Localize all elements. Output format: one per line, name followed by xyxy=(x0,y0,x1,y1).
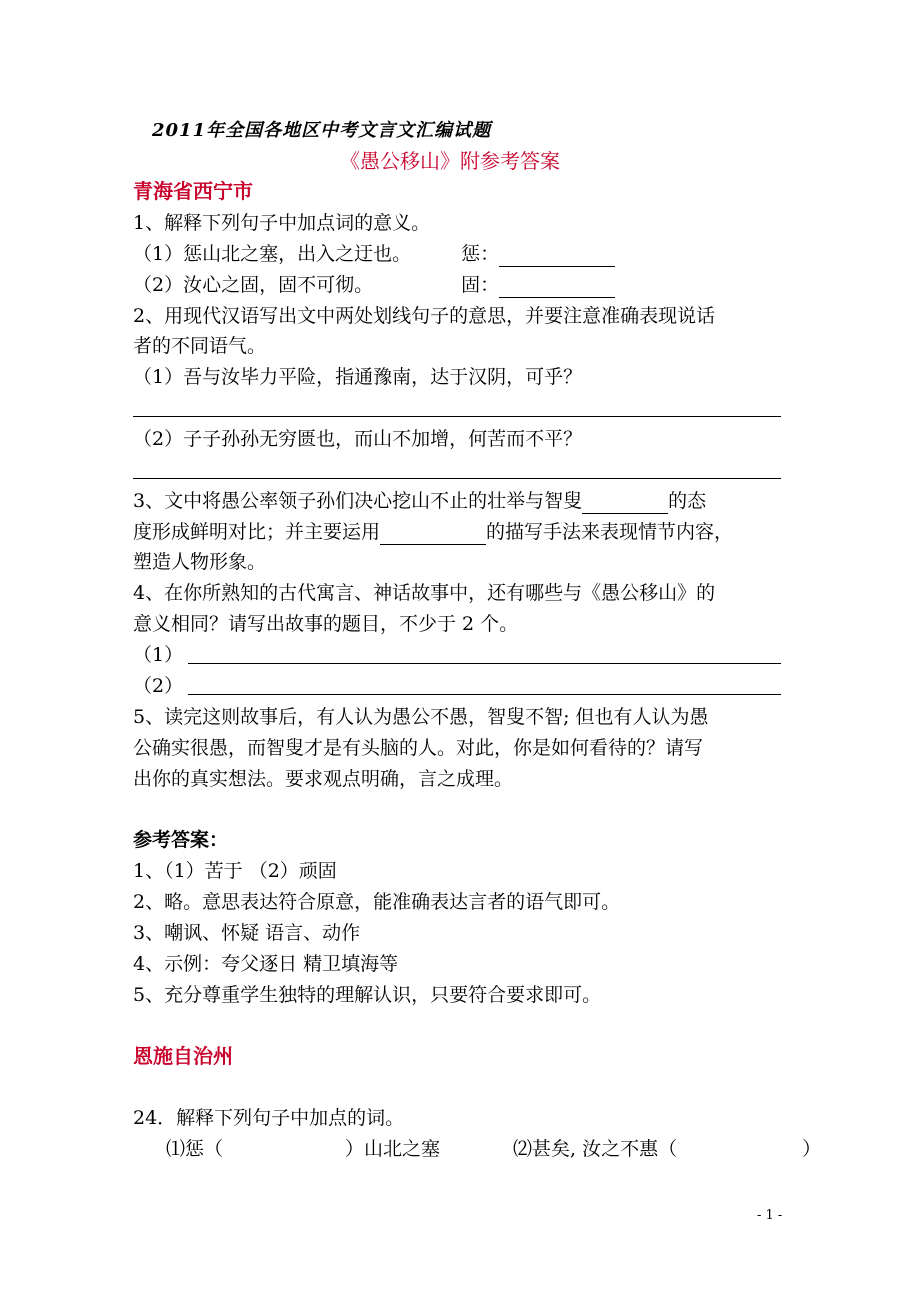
answer-line[interactable] xyxy=(133,478,781,479)
question-24-1-post: ）山北之塞 xyxy=(345,1138,441,1160)
question-4-item-2: （2） xyxy=(133,675,184,697)
question-5-line-1: 5、读完这则故事后，有人认为愚公不愚，智叟不智; 但也有人认为愚 xyxy=(133,706,709,728)
question-2-line-1: 2、用现代汉语写出文中两处划线句子的意思，并要注意准确表现说话 xyxy=(133,305,716,327)
answer-blank[interactable] xyxy=(582,493,668,514)
page-number: - 1 - xyxy=(757,1208,783,1223)
question-24: 24．解释下列句子中加点的词。 xyxy=(133,1107,405,1129)
document-title: 2011年全国各地区中考文言文汇编试题 xyxy=(152,120,492,141)
answer-blank[interactable] xyxy=(380,524,486,545)
question-24-item-2 xyxy=(513,1136,821,1162)
question-2-item-2: （2）子子孙孙无穷匮也，而山不加增，何苦而不平？ xyxy=(133,428,583,450)
question-1-item-2-text: （2）汝心之固，固不可彻。 xyxy=(133,274,374,296)
answer-4: 4、示例：夸父逐日 精卫填海等 xyxy=(133,953,399,975)
region-heading-enshi: 恩施自治州 xyxy=(133,1044,233,1068)
question-2-line-2: 者的不同语气。 xyxy=(133,335,267,357)
question-3-line-3: 塑造人物形象。 xyxy=(133,551,267,573)
question-24-2-post: ） xyxy=(802,1138,822,1160)
answer-2: 2、略。意思表达符合原意，能准确表达言者的语气即可。 xyxy=(133,891,621,913)
question-3-line-1 xyxy=(133,488,706,514)
question-5-line-3: 出你的真实想法。要求观点明确，言之成理。 xyxy=(133,768,514,790)
question-3-text-d: 的描写手法来表现情节内容， xyxy=(486,521,734,543)
region-heading-xining: 青海省西宁市 xyxy=(133,179,253,203)
answer-line[interactable] xyxy=(133,416,781,417)
answer-blank[interactable] xyxy=(499,246,615,267)
question-4-item-1: （1） xyxy=(133,644,184,666)
question-2-item-1: （1）吾与汝毕力平险，指通豫南，达于汉阴，可乎？ xyxy=(133,366,583,388)
answers-heading: 参考答案： xyxy=(133,829,229,851)
question-1-item-1 xyxy=(133,241,615,267)
question-3-text-b: 的态 xyxy=(668,490,707,512)
answer-5: 5、充分尊重学生独特的理解认识，只要符合要求即可。 xyxy=(133,984,602,1006)
question-3-line-2 xyxy=(133,519,733,545)
question-1-item-2 xyxy=(133,272,615,298)
answer-blank[interactable] xyxy=(499,277,615,298)
question-24-2-pre: ⑵甚矣, 汝之不惠（ xyxy=(513,1138,678,1160)
question-4-line-2: 意义相同？请写出故事的题目，不少于 2 个。 xyxy=(133,613,519,635)
question-3-text-a: 3、文中将愚公率领子孙们决心挖山不止的壮举与智叟 xyxy=(133,490,583,512)
question-5-line-2: 公确实很愚，而智叟才是有头脑的人。对此，你是如何看待的？请写 xyxy=(133,737,704,759)
question-1-item-1-label: 惩： xyxy=(461,243,500,265)
document-subtitle: 《愚公移山》附参考答案 xyxy=(340,149,560,173)
question-4-line-1: 4、在你所熟知的古代寓言、神话故事中，还有哪些与《愚公移山》的 xyxy=(133,582,716,604)
answer-3: 3、嘲讽、怀疑 语言、动作 xyxy=(133,922,361,944)
answer-line[interactable] xyxy=(188,663,781,664)
answer-1: 1、（1）苦于 （2）顽固 xyxy=(133,860,337,882)
question-3-text-c: 度形成鲜明对比；并主要运用 xyxy=(133,521,381,543)
question-1: 1、解释下列句子中加点词的意义。 xyxy=(133,212,431,234)
question-1-item-2-label: 固： xyxy=(461,274,500,296)
answer-line[interactable] xyxy=(188,694,781,695)
question-1-item-1-text: （1）惩山北之塞，出入之迂也。 xyxy=(133,243,412,265)
question-24-item-1 xyxy=(166,1136,440,1162)
question-24-1-pre: ⑴惩（ xyxy=(166,1138,224,1160)
